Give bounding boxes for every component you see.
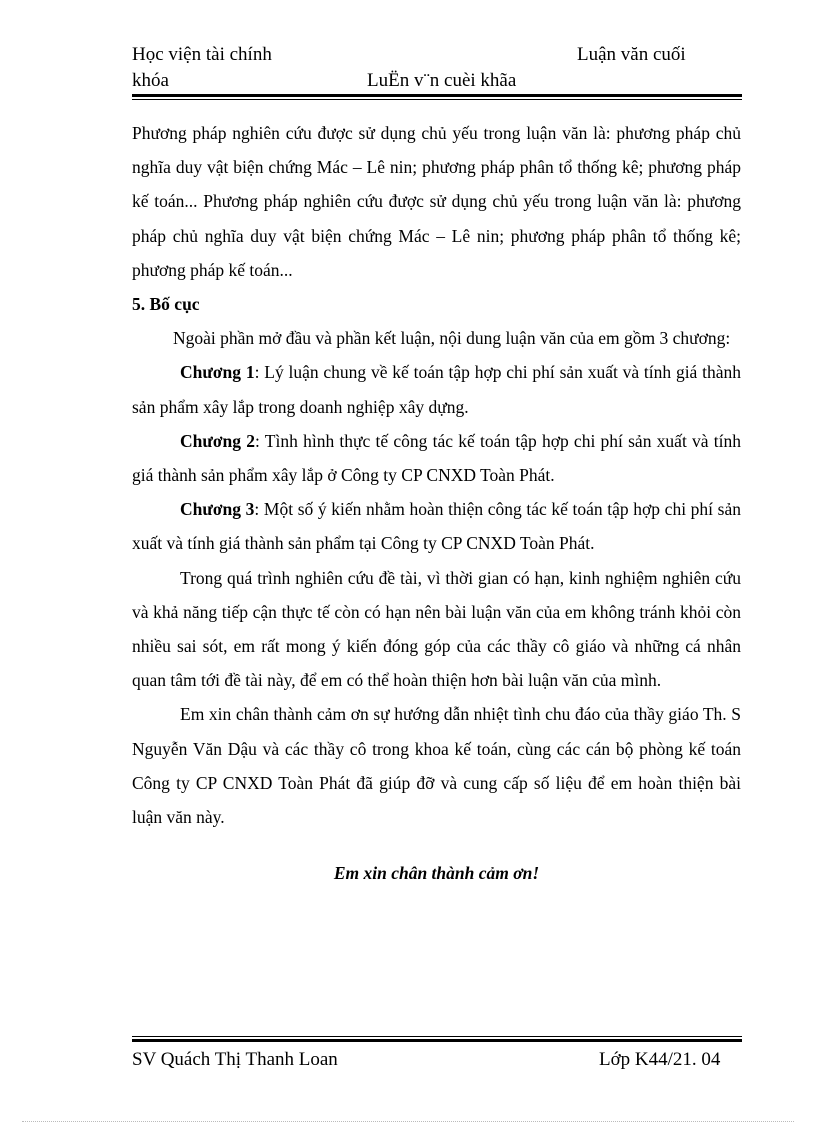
chapter-text: : Tình hình thực tế công tác kế toán tập hợp chi phí sản xuất và tính giá thành sản phẩm xây lắp ở Công ty CP CNXD Toàn Phát. [132,430,742,486]
closing-thanks: Em xin chân thành cảm ơn! [333,863,540,884]
chapter-label: Chương 2 [180,430,256,451]
chapter-label: Chương 1 [180,362,255,383]
header-rule-thin [132,99,742,100]
chapter-label: Chương 3 [180,499,255,520]
paragraph-intro: Ngoài phần mở đầu và phần kết luận, nội dung luận văn của em gồm 3 chương: [173,328,731,349]
footer-rule-thin [132,1036,742,1037]
chapter-item [132,492,741,560]
paragraph-methods: Phương pháp nghiên cứu được sử dụng chủ yếu trong luận văn là: phương pháp chủ nghĩa duy vật biện chứng Mác – Lê nin; phương pháp phân tổ thống kê; phương pháp kế toán... Phương pháp nghiên cứu được sử dụng chủ yếu trong luận văn là: phương pháp chủ nghĩa duy vật biện chứng Mác – Lê nin; phương pháp phân tổ thống kê; phương pháp kế toán... [132,123,741,280]
header-left [132,42,272,94]
header-rule-thick [132,94,742,97]
page-boundary [22,1121,794,1122]
header-center: LuËn v¨n cuèi khãa [367,70,517,91]
chapter-item [132,355,741,423]
paragraph-process: Trong quá trình nghiên cứu đề tài, vì thời gian có hạn, kinh nghiệm nghiên cứu và khả năng tiếp cận thực tế còn có hạn nên bài luận văn của em không tránh khỏi còn nhiều sai sót, em rất mong ý kiến đóng góp của các thầy cô giáo và những cá nhân quan tâm tới đề tài này, để em có thể hoàn thiện hơn bài luận văn của mình. [132,567,741,691]
section-heading: 5. Bố cục [132,294,200,315]
header-left-line2: khóa [132,70,169,91]
header-right: Luận văn cuối [577,44,686,65]
chapter-item [132,424,741,492]
header-left-line1: Học viện tài chính [132,44,272,65]
footer-rule-thick [132,1039,742,1042]
chapter-text: : Một số ý kiến nhằm hoàn thiện công tác kế toán tập hợp chi phí sản xuất và tính giá thành sản phẩm tại Công ty CP CNXD Toàn Phát. [132,499,741,554]
footer-class: Lớp K44/21. 04 [599,1049,721,1070]
chapter-text: : Lý luận chung về kế toán tập hợp chi phí sản xuất và tính giá thành sản phẩm xây lắp trong doanh nghiệp xây dựng. [132,362,741,417]
paragraph-acknowledgement: Em xin chân thành cảm ơn sự hướng dẫn nhiệt tình chu đáo của thầy giáo Th. S Nguyễn Văn Dậu và các thầy cô trong khoa kế toán, cùng các cán bộ phòng kế toán Công ty CP CNXD Toàn Phát đã giúp đỡ và cung cấp số liệu để em hoàn thiện bài luận văn này. [132,704,741,828]
document-body [132,116,741,890]
footer-student: SV Quách Thị Thanh Loan [132,1049,338,1070]
